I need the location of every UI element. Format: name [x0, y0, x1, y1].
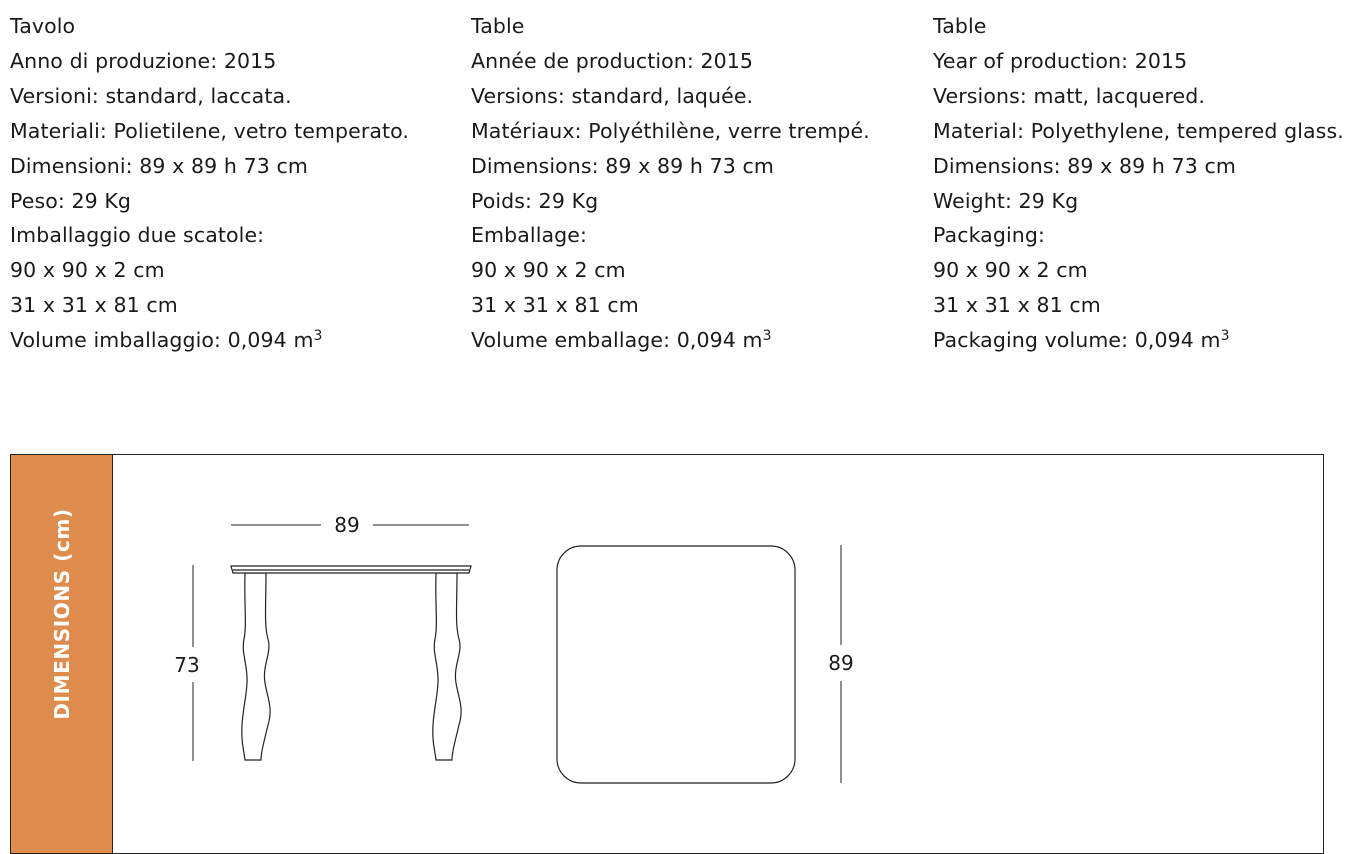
spec-volume — [933, 323, 1358, 358]
spec-title: Table — [933, 14, 987, 38]
spec-volume-exponent: 3 — [1220, 328, 1230, 345]
spec-column-english — [933, 9, 1358, 358]
spec-volume-label: Packaging volume: 0,094 m — [933, 328, 1221, 353]
spec-weight: Weight: 29 Kg — [933, 188, 1079, 213]
table-front-view — [231, 566, 471, 760]
spec-box-2: 31 x 31 x 81 cm — [471, 293, 639, 318]
spec-box-2: 31 x 31 x 81 cm — [933, 293, 1101, 318]
spec-box-1: 90 x 90 x 2 cm — [933, 258, 1088, 283]
spec-column-french — [471, 9, 911, 358]
table-leg-left — [242, 573, 270, 760]
table-top-view — [557, 546, 795, 783]
spec-volume — [10, 323, 450, 358]
spec-dimensions: Dimensioni: 89 x 89 h 73 cm — [10, 153, 308, 178]
spec-packaging: Emballage: — [471, 223, 587, 248]
front-height-label: 73 — [170, 655, 203, 675]
top-depth-label: 89 — [824, 653, 857, 673]
spec-year: Anno di produzione: 2015 — [10, 48, 277, 73]
dimensions-panel — [10, 454, 1324, 854]
table-leg-right — [433, 573, 461, 760]
spec-volume-exponent: 3 — [762, 328, 772, 345]
table-drawings — [11, 455, 1323, 847]
spec-volume-exponent: 3 — [313, 328, 323, 345]
spec-weight: Poids: 29 Kg — [471, 188, 599, 213]
spec-volume-label: Volume imballaggio: 0,094 m — [10, 328, 314, 353]
spec-title: Tavolo — [10, 14, 76, 38]
spec-materials: Materiali: Polietilene, vetro temperato. — [10, 118, 410, 143]
spec-year: Année de production: 2015 — [471, 48, 754, 73]
spec-volume — [471, 323, 911, 358]
spec-materials: Matériaux: Polyéthilène, verre trempé. — [471, 118, 870, 143]
spec-packaging: Imballaggio due scatole: — [10, 223, 265, 248]
spec-weight: Peso: 29 Kg — [10, 188, 132, 213]
spec-packaging: Packaging: — [933, 223, 1045, 248]
spec-box-2: 31 x 31 x 81 cm — [10, 293, 178, 318]
dimensions-title: DIMENSIONS (cm) — [50, 508, 74, 720]
front-width-label: 89 — [330, 515, 363, 535]
spec-versions: Versions: standard, laquée. — [471, 83, 754, 108]
spec-materials: Material: Polyethylene, tempered glass. — [933, 118, 1344, 143]
spec-versions: Versioni: standard, laccata. — [10, 83, 292, 108]
spec-dimensions: Dimensions: 89 x 89 h 73 cm — [471, 153, 774, 178]
spec-year: Year of production: 2015 — [933, 48, 1188, 73]
spec-box-1: 90 x 90 x 2 cm — [471, 258, 626, 283]
spec-versions: Versions: matt, lacquered. — [933, 83, 1205, 108]
spec-title: Table — [471, 14, 525, 38]
spec-box-1: 90 x 90 x 2 cm — [10, 258, 165, 283]
spec-dimensions: Dimensions: 89 x 89 h 73 cm — [933, 153, 1236, 178]
spec-column-italian — [10, 9, 450, 358]
spec-volume-label: Volume emballage: 0,094 m — [471, 328, 763, 353]
